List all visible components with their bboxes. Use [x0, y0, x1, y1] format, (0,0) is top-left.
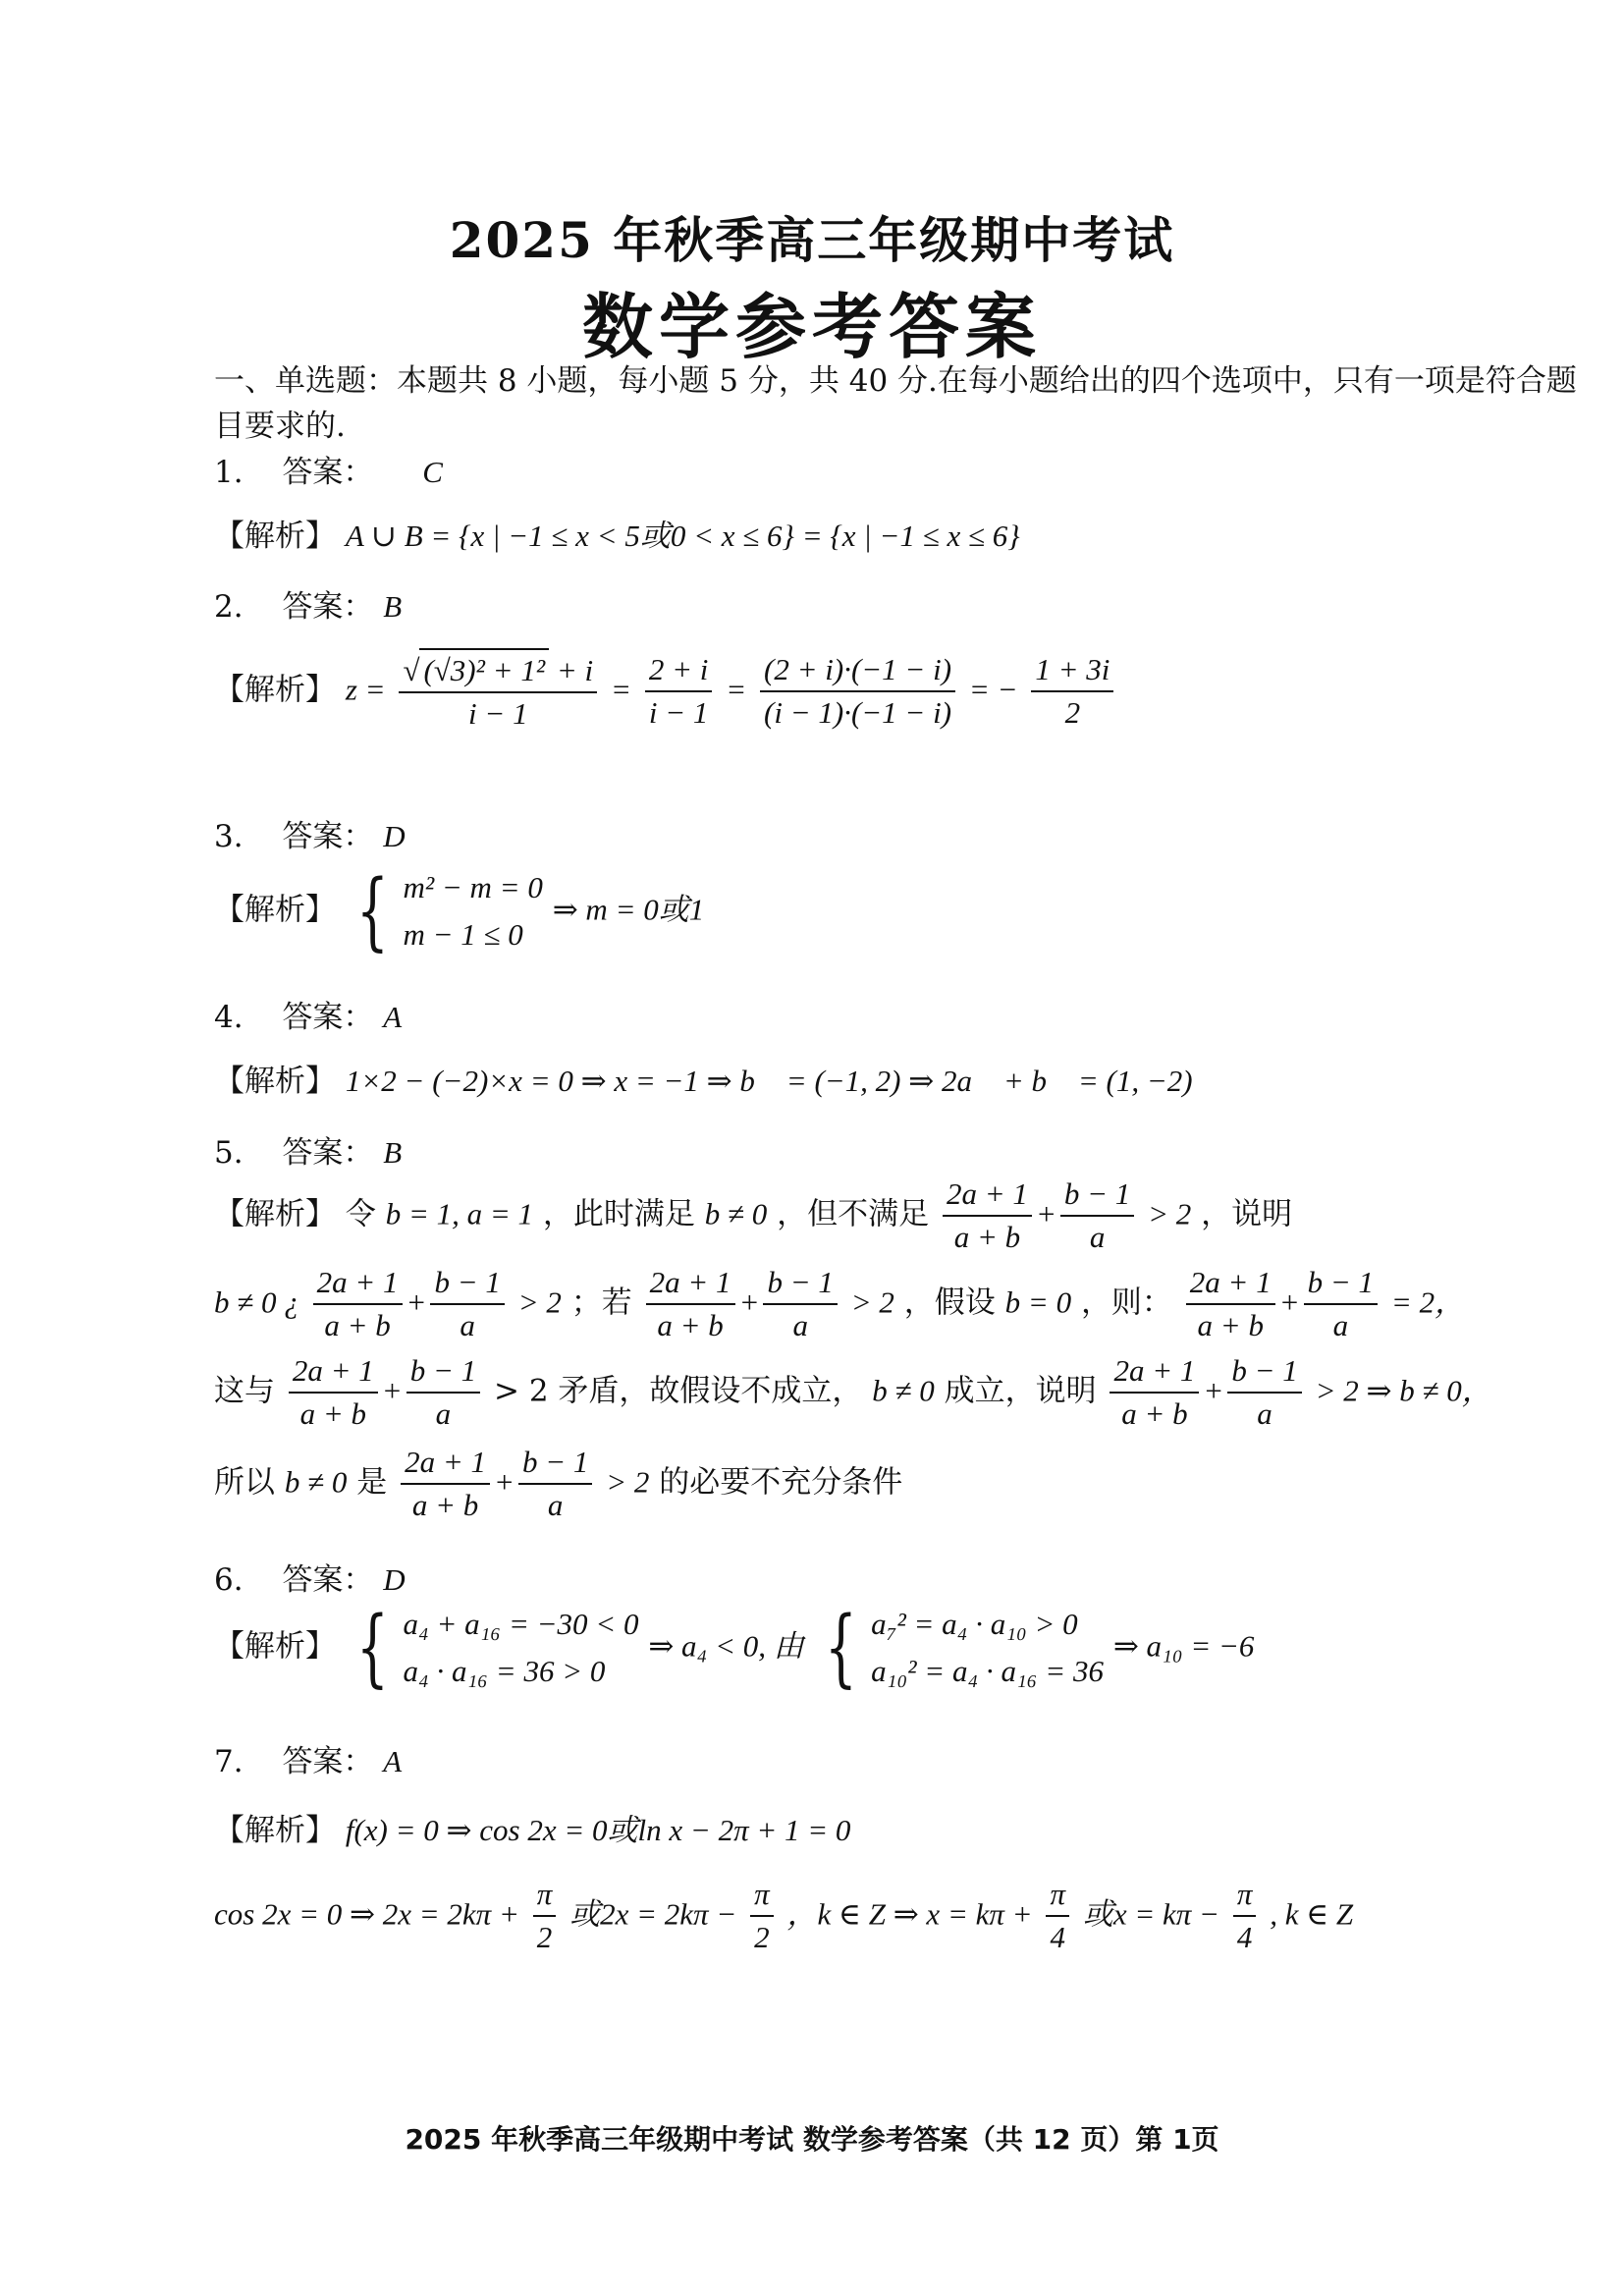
analysis-label: 【解析】 [214, 1628, 336, 1665]
plus: + [1035, 1196, 1056, 1231]
q5-fraction-a [1110, 1350, 1199, 1435]
answer-label: 答案： [282, 1000, 374, 1035]
q5-math: b ≠ 0 [872, 1373, 935, 1408]
q5-fraction-b [430, 1262, 504, 1346]
q7-analysis-row [214, 1805, 850, 1849]
q2-fraction-2 [645, 649, 713, 734]
answer-label: 答案： [282, 455, 374, 490]
frac-num: b − 1 [406, 1350, 480, 1394]
analysis-label: 【解析】 [214, 519, 336, 554]
q5-text: 所以 [214, 1464, 275, 1501]
q5-text: ，但不满足 [777, 1196, 930, 1232]
q5-fraction-a [289, 1350, 378, 1435]
frac-den: a [435, 1396, 452, 1431]
q5-answer: B [383, 1135, 403, 1170]
q5-text: ，此时满足 [542, 1196, 695, 1232]
frac-den: a [1089, 1220, 1106, 1254]
q5-math: b ≠ 0 [704, 1196, 768, 1231]
answer-label: 答案： [282, 1562, 374, 1598]
q7-analysis-line2 [214, 1874, 1353, 1958]
q2-num3: (2 + i)·(−1 − i) [760, 649, 955, 692]
frac-den: a [460, 1308, 475, 1342]
q2-fraction-3 [760, 649, 955, 734]
analysis-label: 【解析】 [214, 1064, 336, 1099]
frac-den: 4 [1236, 1920, 1253, 1954]
plus: + [494, 1464, 514, 1500]
frac-num: b − 1 [518, 1442, 592, 1485]
frac-den: a [1332, 1308, 1349, 1342]
q2-num4: 1 + 3i [1031, 649, 1113, 692]
q2-den3: (i − 1)·(−1 − i) [764, 695, 952, 730]
q6-answer: D [383, 1562, 406, 1597]
q5-fraction-a [646, 1262, 735, 1346]
q5-fraction-b [1304, 1262, 1378, 1346]
q7-math: cos 2x = 0 ⇒ 2x = 2kπ + [214, 1896, 519, 1932]
q4-solution: 1×2 − (−2)×x = 0 ⇒ x = −1 ⇒ b⃗ = (−1, 2) ⇒ 2a⃗ + b⃗ = (1, −2) [345, 1064, 1193, 1098]
left-brace: { [355, 1599, 389, 1697]
frac-den: a + b [953, 1220, 1021, 1254]
q5-math: > 2 [1148, 1196, 1192, 1231]
frac-den: a [792, 1308, 808, 1342]
frac-num: 2a + 1 [1186, 1262, 1275, 1305]
q5-math: > 2 [850, 1285, 894, 1320]
analysis-label: 【解析】 [214, 672, 336, 708]
frac-num: b − 1 [1227, 1350, 1301, 1394]
q6-system-2 [871, 1601, 1104, 1695]
q2-answer: B [383, 589, 403, 624]
q7-math: 或2x = 2kπ − [569, 1896, 737, 1932]
q2-minus: = − [968, 672, 1018, 707]
q4-analysis-row [214, 1056, 1193, 1100]
q1-number: 1. [214, 455, 244, 490]
q2-sqrt: (√3)² + 1² [419, 648, 549, 691]
analysis-label: 【解析】 [214, 1813, 336, 1848]
q2-den4: 2 [1064, 695, 1081, 730]
q5-math: = 2， [1390, 1285, 1466, 1320]
q5-math: b = 0 [1004, 1285, 1072, 1320]
q4-answer: A [383, 1000, 403, 1034]
section-intro-line1: 一、单选题：本题共 8 小题，每小题 5 分，共 40 分.在每小题给出的四个选项中，只有一项是符合题 [214, 363, 1577, 399]
answer-label: 答案： [282, 1744, 374, 1779]
answer-label: 答案： [282, 589, 374, 625]
q5-math: b = 1, a = 1 [385, 1196, 534, 1231]
q7-math: ，k ∈ Z ⇒ x = kπ + [786, 1896, 1033, 1932]
frac-den: a + b [1121, 1396, 1188, 1431]
q5-math: > 2 [606, 1464, 650, 1500]
q6-mid: ⇒ a₄ < 0, 由 [648, 1628, 804, 1664]
q2-answer-row [214, 581, 402, 626]
q5-math: b ≠ 0 [284, 1464, 348, 1500]
q1-analysis-row [214, 511, 1020, 555]
q5-fraction-a [313, 1262, 403, 1346]
q6-analysis-row [214, 1601, 1254, 1695]
q3-answer-row [214, 811, 406, 855]
q5-math: > 2 [517, 1285, 562, 1320]
section-intro-line2: 目要求的. [214, 409, 346, 444]
pi-over-2 [750, 1874, 774, 1958]
frac-num: π [533, 1874, 557, 1917]
plus: + [738, 1285, 760, 1320]
q5-fraction-a [401, 1442, 490, 1526]
frac-num: b − 1 [1304, 1262, 1378, 1305]
frac-num: π [750, 1874, 774, 1917]
q2-eq2: = [726, 672, 747, 707]
q5-fraction-b [763, 1262, 837, 1346]
frac-den: a + b [299, 1396, 367, 1431]
q2-den1: i − 1 [468, 696, 528, 731]
q7-answer: A [383, 1744, 403, 1778]
answer-label: 答案： [282, 819, 374, 854]
q5-fraction-a [943, 1174, 1032, 1258]
frac-num: 2a + 1 [401, 1442, 490, 1485]
q7-math: , k ∈ Z [1270, 1896, 1354, 1932]
q5-text: > 2 矛盾，故假设不成立， [493, 1373, 863, 1409]
q2-den2: i − 1 [648, 695, 709, 730]
q5-fraction-b [1060, 1174, 1134, 1258]
q1-answer: C [422, 455, 443, 489]
q5-fraction-b [518, 1442, 592, 1526]
page-footer: 2025 年秋季高三年级期中考试 数学参考答案（共 12 页）第 1页 [405, 2123, 1219, 2156]
plus: + [1278, 1285, 1300, 1320]
left-brace: { [355, 862, 389, 960]
frac-den: a [1257, 1396, 1272, 1431]
frac-den: 4 [1050, 1920, 1065, 1954]
exam-title: 2025 年秋季高三年级期中考试 [449, 211, 1175, 269]
q5-math: > 2 ⇒ b ≠ 0， [1315, 1373, 1492, 1408]
q3-tail: ⇒ m = 0或1 [552, 892, 705, 927]
q2-analysis-row [214, 648, 1117, 735]
frac-num: 2a + 1 [289, 1350, 378, 1394]
frac-den: a + b [324, 1308, 391, 1342]
q5-text: ，假设 [903, 1285, 996, 1321]
q3-answer: D [383, 819, 406, 853]
q5-fraction-b [406, 1350, 480, 1435]
q5-answer-row [214, 1127, 402, 1172]
plus: + [1203, 1373, 1224, 1408]
frac-den: a + b [411, 1488, 479, 1522]
q3-number: 3. [214, 819, 244, 854]
q5-number: 5. [214, 1135, 244, 1171]
q5-analysis-line1 [214, 1174, 1292, 1258]
q3-analysis-row [214, 864, 704, 958]
page-title: 数学参考答案 [581, 285, 1042, 368]
frac-den: a + b [1197, 1308, 1264, 1342]
frac-den: a + b [657, 1308, 724, 1342]
frac-num: 2a + 1 [1110, 1350, 1199, 1394]
analysis-label: 【解析】 [214, 1196, 336, 1232]
q5-text: 令 [345, 1196, 376, 1232]
frac-num: b − 1 [763, 1262, 837, 1305]
pi-over-4 [1233, 1874, 1257, 1958]
q5-analysis-line2 [214, 1262, 1465, 1346]
q5-text: 是 [356, 1464, 388, 1501]
q7-solution: f(x) = 0 ⇒ cos 2x = 0或ln x − 2π + 1 = 0 [345, 1813, 851, 1847]
pi-over-4 [1046, 1874, 1069, 1958]
q3-sys-row1: m² − m = 0 [403, 870, 543, 904]
q2-number: 2. [214, 589, 244, 625]
q3-sys-row2: m − 1 ≤ 0 [403, 917, 523, 952]
q2-plus-i: + i [556, 653, 594, 687]
frac-den: 2 [536, 1920, 553, 1954]
q5-text: 的必要不充分条件 [659, 1464, 903, 1501]
frac-num: π [1046, 1874, 1069, 1917]
q5-analysis-line4 [214, 1442, 902, 1526]
q5-text: ；若 [570, 1285, 632, 1321]
left-brace: { [824, 1599, 857, 1697]
frac-num: 2a + 1 [943, 1174, 1032, 1217]
q2-eq: = [611, 672, 631, 707]
q5-analysis-line3 [214, 1350, 1492, 1435]
frac-num: π [1233, 1874, 1257, 1917]
q6-number: 6. [214, 1562, 244, 1598]
q7-answer-row [214, 1736, 402, 1780]
q2-num2: 2 + i [645, 649, 713, 692]
frac-num: 2a + 1 [646, 1262, 735, 1305]
q7-number: 7. [214, 1744, 244, 1779]
frac-num: 2a + 1 [313, 1262, 403, 1305]
q3-system [403, 864, 542, 958]
pi-over-2 [533, 1874, 557, 1958]
frac-num: b − 1 [1060, 1174, 1134, 1217]
q6-tail: ⇒ a₁₀ = −6 [1112, 1628, 1255, 1664]
q6-system-1 [403, 1601, 638, 1695]
q5-math: b ≠ 0 ¿ [214, 1285, 299, 1320]
q1-answer-row [214, 447, 443, 491]
q6-answer-row [214, 1555, 406, 1599]
q5-text: ，则： [1080, 1285, 1172, 1321]
frac-num: b − 1 [430, 1262, 504, 1305]
q1-solution: A ∪ B = {x | −1 ≤ x < 5或0 < x ≤ 6} = {x | −1 ≤ x ≤ 6} [345, 519, 1020, 553]
q5-text: 这与 [214, 1373, 275, 1409]
sys-row: a₄ + a₁₆ = −30 < 0 [403, 1607, 639, 1641]
analysis-label: 【解析】 [214, 892, 336, 928]
q5-text: ，说明 [1201, 1196, 1293, 1232]
plus: + [381, 1373, 403, 1408]
frac-den: 2 [754, 1920, 770, 1954]
q5-text: 成立，说明 [944, 1373, 1097, 1409]
plus: + [406, 1285, 427, 1320]
q2-fraction-1: $\frac{\text{√ (√3)² + 1² + i}}{i - 1}$ [399, 648, 597, 735]
q2-lhs: z = [345, 672, 386, 707]
sys-row: a₄ · a₁₆ = 36 > 0 [403, 1654, 606, 1688]
q4-number: 4. [214, 1000, 244, 1035]
q5-fraction-b [1227, 1350, 1301, 1435]
q2-fraction-4 [1031, 649, 1113, 734]
sys-row: a₁₀² = a₄ · a₁₆ = 36 [871, 1654, 1104, 1688]
q7-math: 或x = kπ − [1082, 1896, 1219, 1932]
sys-row: a₇² = a₄ · a₁₀ > 0 [871, 1607, 1078, 1641]
q4-answer-row [214, 992, 402, 1036]
q5-fraction-a [1186, 1262, 1275, 1346]
answer-label: 答案： [282, 1135, 374, 1171]
frac-den: a [547, 1488, 564, 1522]
